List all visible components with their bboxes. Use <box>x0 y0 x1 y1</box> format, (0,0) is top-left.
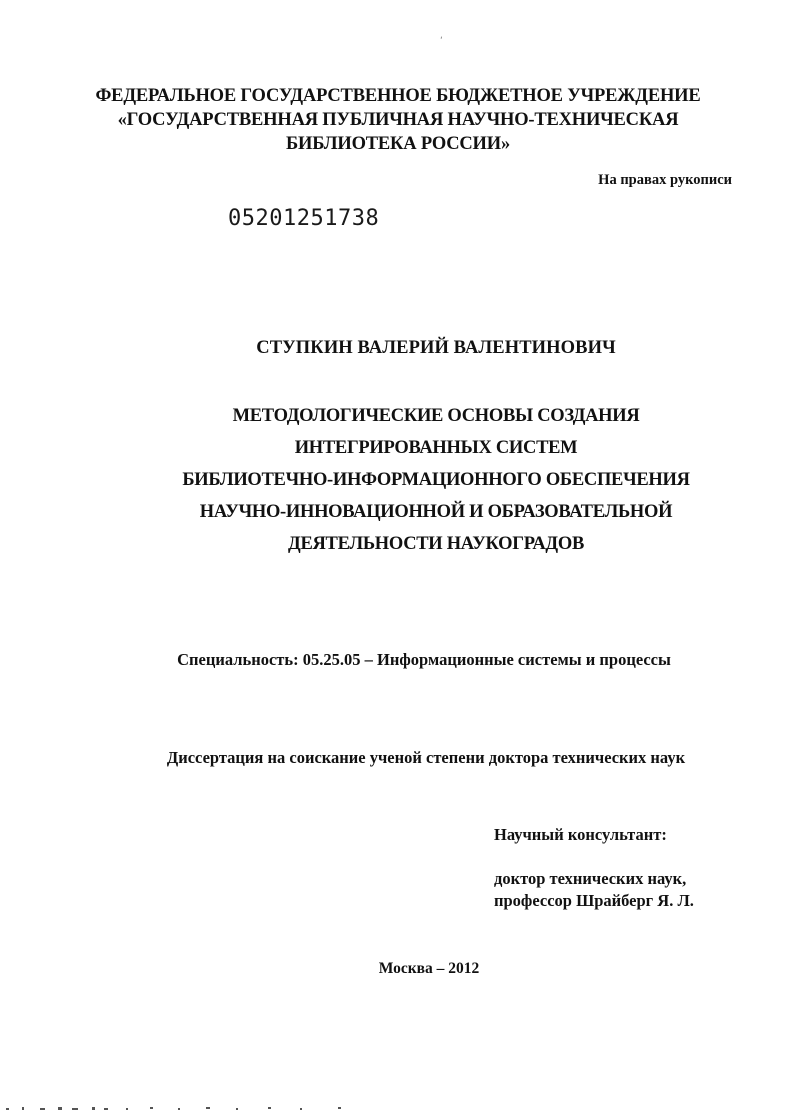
institution-name <box>0 84 796 156</box>
title-line-1: МЕТОДОЛОГИЧЕСКИЕ ОСНОВЫ СОЗДАНИЯ <box>232 406 640 426</box>
place-and-year: Москва – 2012 <box>378 960 480 977</box>
dissertation-title <box>0 400 796 560</box>
registration-number-stamp: 05201251738 <box>228 206 380 231</box>
consultant-name: профессор Шрайберг Я. Л. <box>494 891 694 910</box>
title-line-5: ДЕЯТЕЛЬНОСТИ НАУКОГРАДОВ <box>288 534 584 554</box>
dissertation-degree-line: Диссертация на соискание ученой степени доктора технических наук <box>166 748 686 767</box>
consultant-label: Научный консультант: <box>494 825 667 844</box>
institution-line-3: БИБЛИОТЕКА РОССИИ» <box>286 134 510 154</box>
specialty-line: Специальность: 05.25.05 – Информационные системы и процессы <box>177 650 671 669</box>
title-line-2: ИНТЕГРИРОВАННЫХ СИСТЕМ <box>294 438 578 458</box>
manuscript-rights-note: На правах рукописи <box>598 172 732 188</box>
institution-line-1: ФЕДЕРАЛЬНОЕ ГОСУДАРСТВЕННОЕ БЮДЖЕТНОЕ УЧРЕЖДЕНИЕ <box>95 86 701 106</box>
consultant-degree: доктор технических наук, <box>494 869 687 888</box>
author-name: СТУПКИН ВАЛЕРИЙ ВАЛЕНТИНОВИЧ <box>256 338 616 358</box>
title-line-3: БИБЛИОТЕЧНО-ИНФОРМАЦИОННОГО ОБЕСПЕЧЕНИЯ <box>182 470 690 490</box>
consultant-details <box>494 868 694 912</box>
institution-line-2: «ГОСУДАРСТВЕННАЯ ПУБЛИЧНАЯ НАУЧНО-ТЕХНИЧЕСКАЯ <box>117 110 679 130</box>
scan-speck: ‘ <box>440 36 443 46</box>
title-line-4: НАУЧНО-ИННОВАЦИОННОЙ И ОБРАЗОВАТЕЛЬНОЙ <box>199 502 673 522</box>
scan-artifact-bottom <box>0 1104 360 1115</box>
